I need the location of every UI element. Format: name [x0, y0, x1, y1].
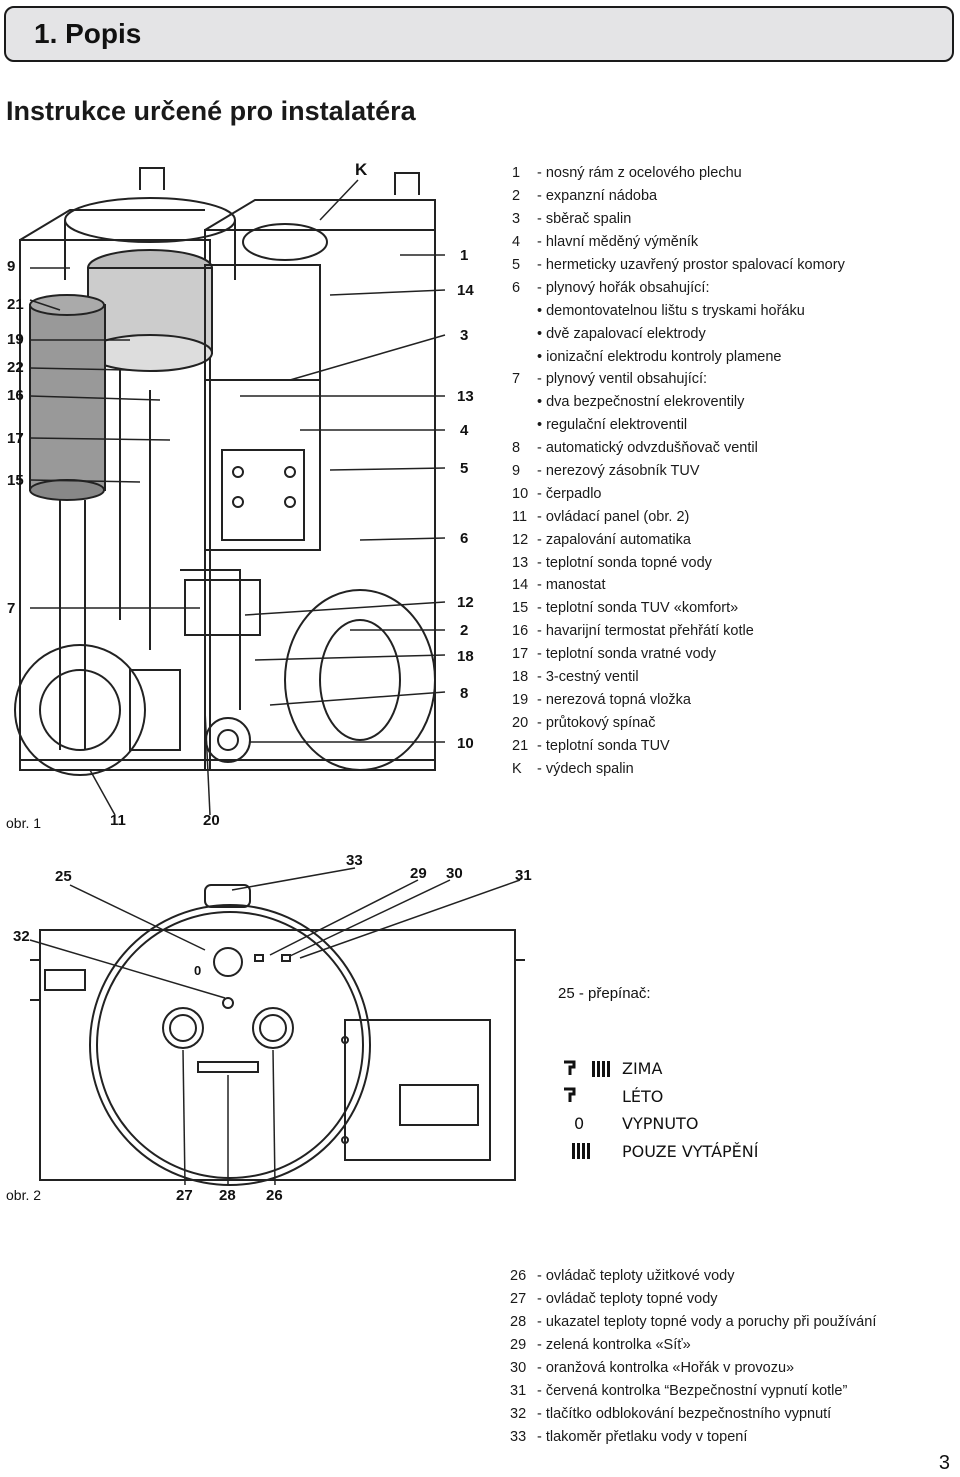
callout-15: 15	[7, 472, 24, 489]
dial-zero-mark: 0	[194, 963, 202, 978]
callout-18: 18	[457, 648, 474, 665]
callout-2: 2	[460, 622, 469, 639]
legend-subrow: • regulační elektroventil	[537, 417, 688, 434]
callout-31: 31	[515, 867, 532, 884]
legend-row: 15 - teplotní sonda TUV «komfort»	[512, 600, 739, 617]
boiler-diagram	[0, 150, 500, 830]
legend-row: 10 - čerpadlo	[512, 485, 602, 502]
legend-row: 17 - teplotní sonda vratné vody	[512, 646, 716, 663]
legend-row: 26 - ovládač teploty užitkové vody	[510, 1268, 735, 1285]
callout-4: 4	[460, 422, 469, 439]
legend-row: 29 - zelená kontrolka «Síť»	[510, 1337, 691, 1354]
callout-26: 26	[266, 1187, 283, 1204]
figure2-caption: obr. 2	[6, 1187, 42, 1203]
callout-25: 25	[55, 868, 72, 885]
figure1-caption: obr. 1	[6, 815, 42, 831]
legend-row: 5 - hermeticky uzavřený prostor spalovací komory	[512, 257, 845, 273]
callout-30: 30	[446, 865, 463, 882]
legend-row: 11 - ovládací panel (obr. 2)	[512, 508, 690, 525]
callout-33: 33	[346, 852, 363, 869]
switch-mode-label: ZIMA	[622, 1059, 663, 1079]
legend-row: 14 - manostat	[512, 577, 606, 594]
section-header	[4, 6, 954, 62]
switch-mode-vypnuto	[562, 1110, 758, 1138]
switch-mode-label: POUZE VYTÁPĚNÍ	[622, 1141, 759, 1161]
callout-17: 17	[7, 430, 24, 447]
callout-6: 6	[460, 530, 469, 547]
legend-row: 20 - průtokový spínač	[512, 714, 656, 731]
callout-8: 8	[460, 685, 469, 702]
legend-row: 31 - červená kontrolka “Bezpečnostní vypnutí kotle”	[510, 1382, 848, 1399]
callout-32: 32	[13, 928, 30, 945]
legend-row: 12 - zapalování automatika	[512, 531, 691, 548]
figure2-legend	[510, 1265, 876, 1448]
callout-13: 13	[457, 388, 474, 405]
callout-21: 21	[7, 296, 24, 313]
callout-7: 7	[7, 600, 16, 617]
legend-row: 16 - havarijní termostat přehřátí kotle	[512, 623, 754, 640]
legend-subrow: • ionizační elektrodu kontroly plamene	[537, 348, 782, 365]
callout-29: 29	[410, 865, 427, 882]
callout-12: 12	[457, 594, 474, 611]
figure1-legend	[512, 162, 845, 780]
callout-19: 19	[7, 331, 24, 348]
callout-14: 14	[457, 282, 474, 299]
switch-mode-leto	[562, 1083, 758, 1111]
callout-9: 9	[7, 258, 16, 275]
legend-row: 3 - sběrač spalin	[512, 211, 632, 228]
section-title: 1. Popis	[34, 18, 142, 49]
legend-row: 6 - plynový hořák obsahující:	[512, 279, 710, 296]
legend-subrow: • demontovatelnou lištu s tryskami hořáku	[537, 302, 805, 319]
legend-row: K - výdech spalin	[512, 760, 634, 777]
legend-row: 18 - 3-cestný ventil	[512, 669, 639, 686]
control-panel-diagram	[0, 850, 540, 1200]
switch-mode-pouze-vytapeni	[562, 1138, 758, 1166]
callout-27: 27	[176, 1187, 193, 1204]
legend-row: 2 - expanzní nádoba	[512, 188, 658, 205]
switch-mode-label: LÉTO	[622, 1086, 664, 1106]
callout-k: K	[355, 160, 368, 179]
off-symbol: 0	[574, 1114, 585, 1134]
legend-row: 30 - oranžová kontrolka «Hořák v provozu»	[510, 1360, 795, 1376]
callout-16: 16	[7, 387, 24, 404]
legend-row: 19 - nerezová topná vložka	[512, 691, 691, 708]
switch-mode-zima	[562, 1055, 758, 1083]
switch-mode-label: VYPNUTO	[622, 1114, 699, 1134]
legend-row: 21 - teplotní sonda TUV	[512, 737, 670, 754]
switch-title: 25 - přepínač:	[558, 985, 651, 1002]
callout-1: 1	[460, 247, 469, 264]
callout-5: 5	[460, 460, 469, 477]
legend-row: 33 - tlakoměr přetlaku vody v topení	[510, 1428, 748, 1445]
switch-modes	[562, 1055, 758, 1165]
legend-row: 8 - automatický odvzdušňovač ventil	[512, 440, 758, 457]
callout-10: 10	[457, 735, 474, 752]
legend-row: 28 - ukazatel teploty topné vody a poruchy při používání	[510, 1314, 877, 1331]
legend-row: 7 - plynový ventil obsahující:	[512, 371, 708, 388]
callout-11: 11	[110, 812, 126, 829]
legend-row: 13 - teplotní sonda topné vody	[512, 554, 712, 571]
legend-subrow: • dvě zapalovací elektrody	[537, 325, 706, 342]
legend-row: 1 - nosný rám z ocelového plechu	[512, 165, 742, 182]
legend-row: 32 - tlačítko odblokování bezpečnostního vypnutí	[510, 1405, 832, 1422]
callout-3: 3	[460, 327, 469, 344]
legend-row: 27 - ovládač teploty topné vody	[510, 1291, 718, 1308]
tap-icon	[562, 1086, 622, 1106]
radiator-icon	[562, 1141, 622, 1161]
callout-20: 20	[203, 812, 220, 829]
legend-subrow: • dva bezpečnostní elekroventily	[537, 394, 745, 411]
tap-radiator-icon	[562, 1059, 622, 1079]
callout-28: 28	[219, 1187, 236, 1204]
page-number: 3	[938, 1452, 950, 1474]
callout-22: 22	[7, 359, 24, 376]
page-heading: Instrukce určené pro instalatéra	[6, 96, 416, 126]
legend-row: 9 - nerezový zásobník TUV	[512, 463, 700, 480]
legend-row: 4 - hlavní měděný výměník	[512, 234, 699, 251]
